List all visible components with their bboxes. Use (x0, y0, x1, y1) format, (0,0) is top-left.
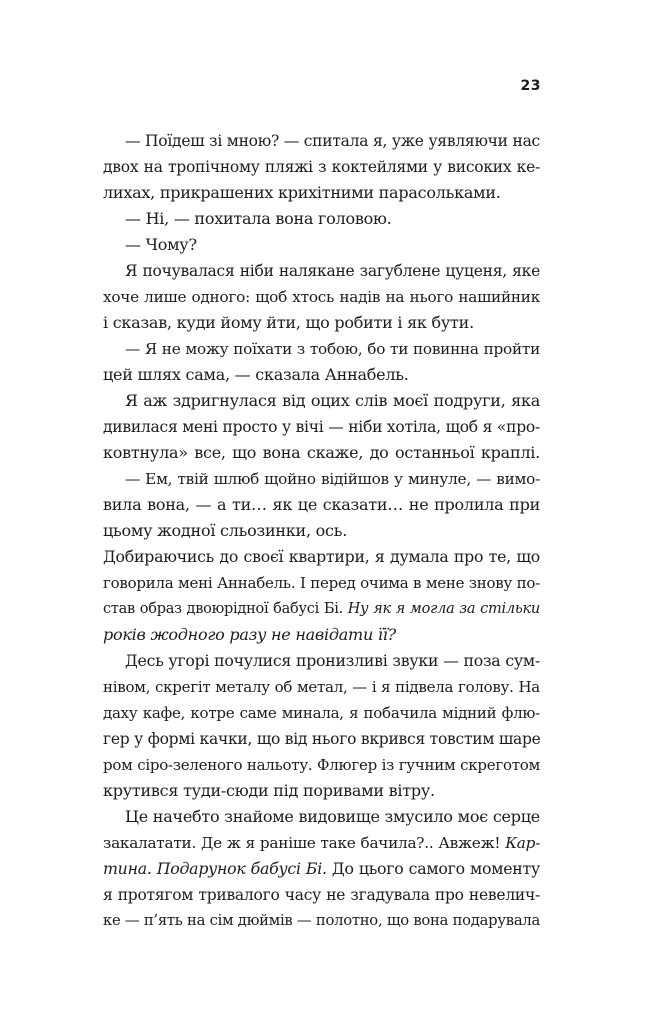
italic-text: Кар- (505, 834, 540, 852)
text-line (103, 830, 540, 856)
text-line (103, 726, 540, 752)
line-text: — Чому? (125, 235, 197, 254)
text-line (103, 674, 540, 700)
italic-text: Ну як я могла за стільки (347, 601, 540, 617)
line-text: говорила мені Аннабель. І перед очима в мене знову по- (103, 574, 540, 592)
text-line (103, 206, 540, 232)
line-text: дивилася мені просто у вічі — ніби хотіла, щоб я «про- (103, 418, 540, 436)
text-line (103, 466, 540, 492)
text-line (103, 284, 540, 310)
line-text: Десь угорі почулися пронизливі звуки — поза сум- (125, 651, 540, 670)
text-line (103, 336, 540, 362)
line-text: нівом, скрегіт металу об метал, — і я підвела голову. На (103, 678, 540, 696)
text-line (103, 882, 540, 908)
line-text: Я почувалася ніби налякане загублене цуценя, яке (125, 262, 540, 280)
text-line (103, 388, 540, 414)
line-text: хоче лише одного: щоб хтось надів на нього нашийник (103, 288, 540, 306)
text-line (103, 258, 540, 284)
line-text: гер у формі качки, що від нього вкрився товстим шаре (103, 730, 541, 748)
text-line (103, 596, 540, 622)
text-line (103, 154, 540, 180)
text-line (103, 570, 540, 596)
line-text: Це начебто знайоме видовище змусило моє серце (125, 807, 540, 826)
line-text: — Ні, — похитала вона головою. (125, 209, 392, 228)
text-line (103, 362, 540, 388)
text-line (103, 518, 540, 544)
line-text: двох на тропічному пляжі з коктейлями у високих ке- (103, 158, 540, 176)
line-text: і сказав, куди йому йти, що робити і як бути. (103, 313, 474, 332)
text-line (103, 648, 540, 674)
text-line (103, 700, 540, 726)
line-text: Я аж здригнулася від оцих слів моєї подруги, яка (125, 391, 540, 410)
line-text: Добираючись до своєї квартири, я думала про те, що (103, 547, 540, 566)
line-text: — Поїдеш зі мною? — спитала я, уже уявляючи нас (125, 132, 540, 150)
line-text: цьому жодної сльозинки, ось. (103, 521, 348, 540)
italic-text: років жодного разу не навідати її? (103, 625, 396, 644)
line-text-after: До цього самого моменту (326, 859, 540, 878)
line-text: закалатати. Де ж я раніше таке бачила?.. Авжеж! (103, 834, 506, 852)
line-text: крутився туди-сюди під поривами вітру. (103, 781, 435, 800)
text-line (103, 908, 540, 934)
line-text: — Я не можу поїхати з тобою, бо ти повинна пройти (125, 340, 540, 358)
text-line (103, 440, 540, 466)
line-text: цей шлях сама, — сказала Аннабель. (103, 365, 409, 384)
text-line (103, 232, 540, 258)
text-line (103, 856, 540, 882)
line-text: став образ двоюрідної бабусі Бі. (103, 601, 348, 617)
text-line (103, 310, 540, 336)
text-line (103, 414, 540, 440)
text-line (103, 622, 540, 648)
page-number: 23 (520, 78, 541, 94)
line-text: ром сіро-зеленого нальоту. Флюгер із гучним скреготом (103, 756, 540, 774)
line-text: ковтнула» все, що вона скаже, до останньої краплі. (103, 443, 540, 462)
text-line (103, 752, 540, 778)
text-line (103, 544, 540, 570)
text-block-narrative (103, 544, 540, 934)
line-text: лихах, прикрашених крихітними парасольками. (103, 183, 501, 202)
line-text: даху кафе, котре саме минала, я побачила мідний флю- (103, 704, 540, 722)
text-line (103, 492, 540, 518)
italic-text: тина. Подарунок бабусі Бі. (103, 859, 327, 878)
line-text: я протягом тривалого часу не згадувала про невелич- (103, 886, 540, 904)
line-text: вила вона, — а ти… як це сказати… не пролила при (103, 495, 540, 514)
line-text: ке — п’ять на сім дюймів — полотно, що вона подарувала (103, 912, 541, 929)
text-line (103, 804, 540, 830)
text-line (103, 778, 540, 804)
text-block-dialogue (103, 128, 540, 544)
text-line (103, 128, 540, 154)
line-text: — Ем, твій шлюб щойно відійшов у минуле, — вимо- (125, 470, 540, 488)
text-line (103, 180, 540, 206)
